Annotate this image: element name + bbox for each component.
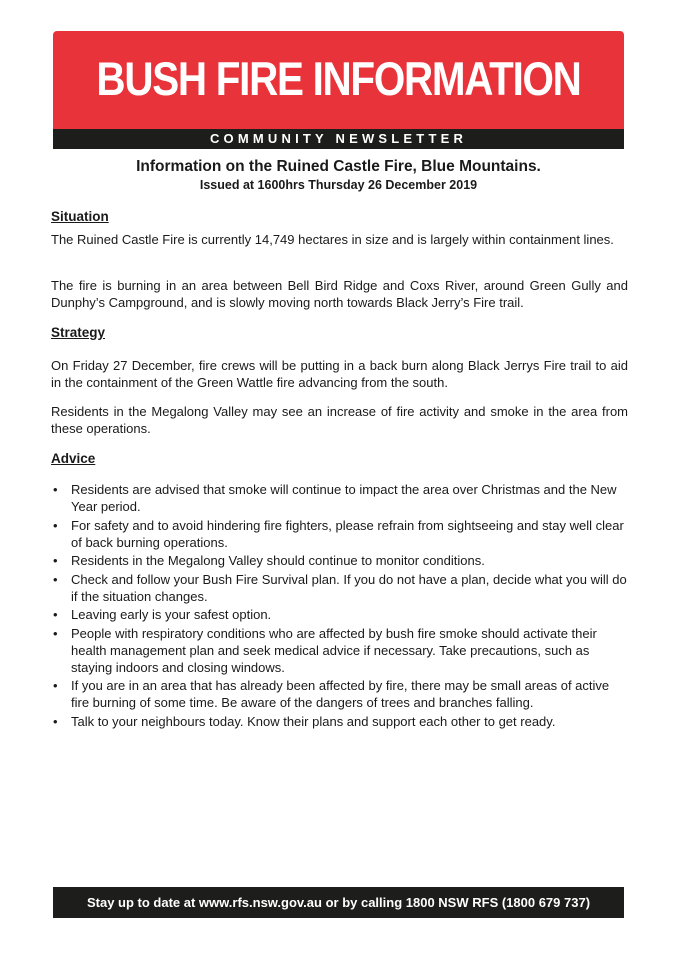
situation-paragraph-1: The Ruined Castle Fire is currently 14,749 hectares in size and is largely within containment lines. — [51, 232, 614, 247]
newsletter-bar — [53, 129, 624, 149]
bullet-icon: • — [53, 607, 58, 622]
document-title: Information on the Ruined Castle Fire, Blue Mountains. — [136, 158, 541, 175]
advice-heading: Advice — [51, 451, 96, 466]
bullet-icon: • — [53, 678, 58, 693]
strategy-paragraph-2: Residents in the Megalong Valley may see an increase of fire activity and smoke in the area from these operations. — [51, 404, 628, 436]
strategy-heading: Strategy — [51, 325, 106, 340]
list-item: • People with respiratory conditions who are affected by bush fire smoke should activate their health management plan and seek medical advice if necessary. Take precautions, such as staying indoors and closing windows. — [53, 625, 597, 675]
bullet-icon: • — [53, 571, 58, 587]
list-item: • Check and follow your Bush Fire Survival plan. If you do not have a plan, decide what you will do if the situation changes. — [53, 571, 627, 604]
advice-list — [51, 481, 628, 731]
footer-bar — [53, 887, 624, 918]
list-item: • Residents are advised that smoke will continue to impact the area over Christmas and the New Year period. — [53, 482, 617, 514]
bullet-icon: • — [53, 553, 58, 568]
bullet-icon: • — [53, 713, 58, 729]
bullet-icon: • — [53, 517, 58, 533]
newsletter-label: COMMUNITY NEWSLETTER — [209, 131, 468, 146]
footer-contact-text: Stay up to date at www.rfs.nsw.gov.au or by calling 1800 NSW RFS (1800 679 737) — [86, 895, 591, 910]
list-item: • If you are in an area that has already been affected by fire, there may be small areas of active fire burning of some time. Be aware of the dangers of trees and branches falling. — [53, 678, 610, 710]
list-item: • For safety and to avoid hindering fire fighters, please refrain from sightseeing and stay well clear of back burning operations. — [53, 517, 624, 550]
list-item: • Residents in the Megalong Valley should continue to monitor conditions. — [53, 553, 485, 568]
list-item: • Talk to your neighbours today. Know their plans and support each other to get ready. — [53, 713, 556, 729]
situation-paragraph-2: The fire is burning in an area between Bell Bird Ridge and Coxs River, around Green Gully and Dunphy’s Campground, and is slowly moving north towards Black Jerry’s Fire trail. — [51, 278, 628, 310]
list-item: • Leaving early is your safest option. — [53, 607, 272, 622]
issued-date: Issued at 1600hrs Thursday 26 December 2019 — [199, 178, 478, 192]
header-banner — [53, 31, 624, 129]
situation-heading: Situation — [51, 209, 109, 224]
bullet-icon: • — [53, 482, 58, 497]
strategy-paragraph-1: On Friday 27 December, fire crews will be putting in a back burn along Black Jerrys Fire trail to aid in the containment of the Green Wattle fire advancing from the south. — [51, 358, 628, 390]
banner-title: BUSH FIRE INFORMATION — [96, 52, 581, 105]
bullet-icon: • — [53, 625, 58, 641]
